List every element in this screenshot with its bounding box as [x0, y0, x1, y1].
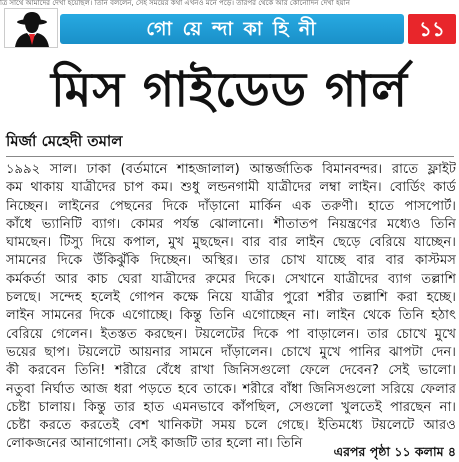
section-logo: [4, 8, 58, 48]
detective-silhouette-icon: [5, 9, 57, 47]
body-line: নতুবা নির্ঘাত আজ ধরা পড়তে হবে তাকে। শরীরে বাঁধা জিনিসগুলো সরিয়ে ফেলার: [6, 381, 456, 397]
divider: [6, 156, 454, 157]
body-line: কম থাকায় যাত্রীদের চাপ কম। শুধু লন্ডনগামী যাত্রীদের লম্বা লাইন। বোর্ডিং কার্ড: [6, 180, 456, 196]
body-line: ভয়ের ছাপ। টয়লেটে আয়নার সামনে দাঁড়ালেন। চোখে মুখে পানির ঝাপটা দেন।: [6, 344, 456, 360]
body-line: কাঁধে ভ্যানিটি ব্যাগ। কোমর পর্যন্ত ঝোলানো। শীতাতপ নিয়ন্ত্রণের মধ্যেও তিনি: [6, 216, 456, 232]
body-line: লাইন সামনের দিকে এগোচ্ছে। কিন্তু তিনি এগোচ্ছেন না। লাইন থেকে তিনি হঠাৎ: [6, 308, 456, 324]
section-banner: গো য়ে ন্দা কা হি নী: [60, 14, 404, 44]
body-line: চেষ্টা করতে করতেই বেশ খানিকটা সময় চলে গেছে। ইতিমধ্যে টয়লেটে আরও: [6, 418, 456, 434]
article-title: মিস গাইডেড গার্ল: [51, 62, 408, 118]
body-line: চলছে। সন্দেহ হলেই গোপন কক্ষে নিয়ে যাত্রীর পুরো শরীর তল্লাশি করা হচ্ছে।: [6, 290, 456, 306]
page-number: ১১: [408, 14, 456, 44]
body-line: চেষ্টা চালায়। কিন্তু তার হাত এমনভাবে কাঁপছিল, সেগুলো খুলতেই পারছেন না।: [6, 399, 456, 415]
body-line: ঘামছেন। টিস্যু দিয়ে কপাল, মুখ মুছছেন। বার বার লাইন ছেড়ে বেরিয়ে যাচ্ছেন।: [6, 235, 456, 251]
body-line: লোকজনের আনাগোনা। সেই কাজটি তার হলো না। তিনি: [6, 436, 303, 452]
body-line: কী করবেন তিনি! শরীরে বেঁধে রাখা জিনিসগুলো ফেলে দেবেন? সেই ভালো।: [6, 363, 456, 379]
body-line: কর্মকর্তা আর কাচ ঘেরা যাত্রীদের রুমের দিকে। সেখানে যাত্রীদের ব্যাগ তল্লাশি: [6, 271, 456, 287]
article-body: [6, 161, 456, 454]
continued-note: এরপর পৃষ্ঠা ১১ কলাম ৪: [333, 444, 456, 459]
body-line: ১৯৯২ সাল। ঢাকা (বর্তমানে শাহজালাল) আন্তর্জাতিক বিমানবন্দর। রাতে ফ্লাইট: [6, 162, 456, 177]
body-line: সামনের দিকে উঁকিঝুঁকি দিচ্ছেন। অস্থির। তার চোখ যাচ্ছে বার বার কাস্টমস: [6, 253, 456, 269]
body-line: নিচ্ছেন। লাইনের পেছনের দিকে দাঁড়ানো মার্কিন এক তরুণী। হাতে পাসপোর্ট।: [6, 198, 456, 214]
top-strip-text: ত্রি সাথে আমাদের দেখা হয়েছিল। তিনি বললেন, সেই সময়ের কথা এখনও মনে পড়ে। তারপর থেকে আর কোনোদিন দেখা হয়নি: [0, 0, 350, 6]
body-line: বেরিয়ে গেলেন। ইতস্তত করছেন। টয়লেটের দিকে পা বাড়ালেন। তার চোখে মুখে: [6, 326, 456, 342]
page-header: [4, 8, 456, 48]
article-author: মির্জা মেহেদী তমাল: [6, 132, 123, 150]
